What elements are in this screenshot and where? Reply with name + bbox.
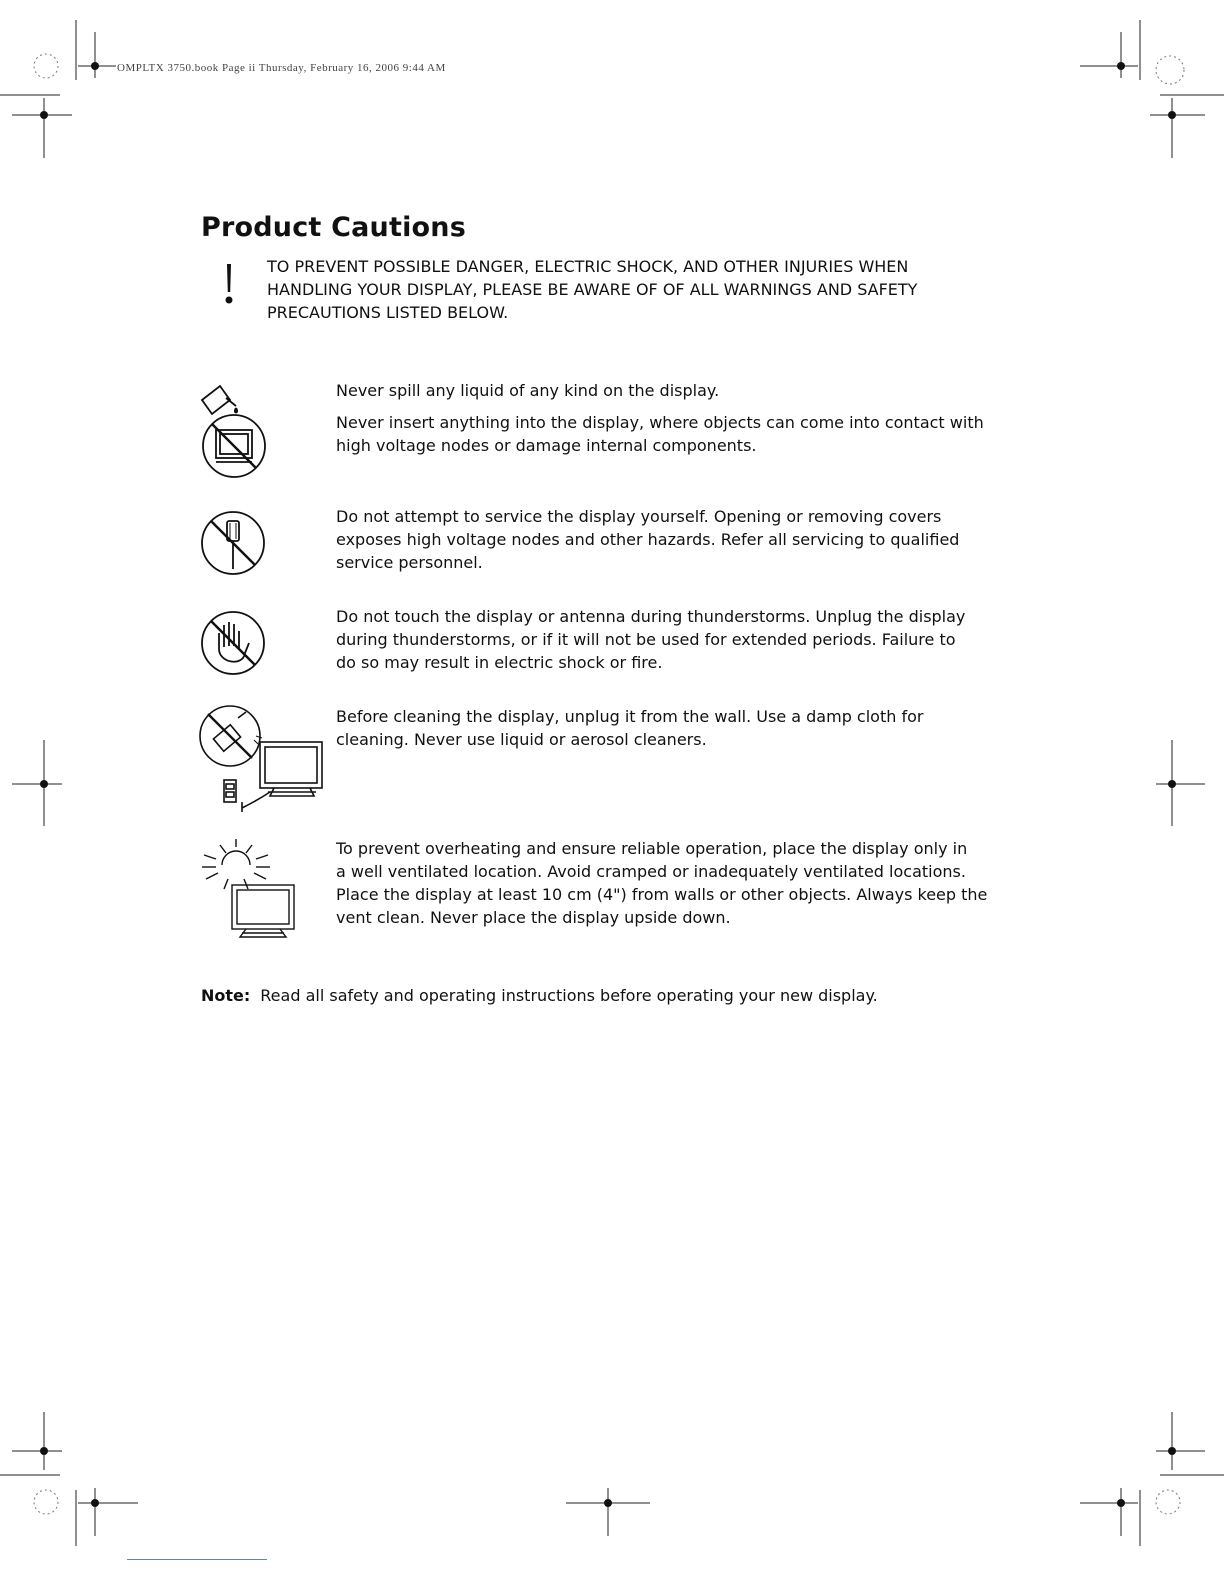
caution-text-2 <box>336 505 996 574</box>
note-text: Read all safety and operating instructions before operating your new display. <box>260 986 878 1005</box>
caution-text-5 <box>336 837 996 929</box>
caution-line: during thunderstorms, or if it will not be used for extended periods. Failure to <box>336 630 956 649</box>
caution-line: Place the display at least 10 cm (4") from walls or other objects. Always keep the <box>336 885 988 904</box>
intro-warning <box>267 255 1027 324</box>
intro-line: HANDLING YOUR DISPLAY, PLEASE BE AWARE OF OF ALL WARNINGS AND SAFETY <box>267 280 918 299</box>
heat-sun-display-icon <box>198 835 308 945</box>
caution-text-4 <box>336 705 996 751</box>
print-header: OMPLTX 3750.book Page ii Thursday, February 16, 2006 9:44 AM <box>117 62 446 74</box>
caution-line: Before cleaning the display, unplug it from the wall. Use a damp cloth for <box>336 707 924 726</box>
no-screwdriver-icon <box>199 509 269 579</box>
caution-line: service personnel. <box>336 553 483 572</box>
page-title: Product Cautions <box>201 212 466 243</box>
caution-text-1 <box>336 379 996 457</box>
caution-line: Never spill any liquid of any kind on the display. <box>336 381 720 400</box>
note <box>201 986 878 1005</box>
no-touch-hand-icon <box>199 609 269 679</box>
footer-rule <box>127 1559 267 1560</box>
intro-line: PRECAUTIONS LISTED BELOW. <box>267 303 509 322</box>
caution-line: Never insert anything into the display, where objects can come into contact with <box>336 413 984 432</box>
exclamation-icon <box>222 262 236 308</box>
caution-line: high voltage nodes or damage internal components. <box>336 436 757 455</box>
caution-text-3 <box>336 605 996 674</box>
caution-line: exposes high voltage nodes and other hazards. Refer all servicing to qualified <box>336 530 960 549</box>
caution-line: To prevent overheating and ensure reliable operation, place the display only in <box>336 839 968 858</box>
note-label: Note: <box>201 986 251 1005</box>
intro-line: TO PREVENT POSSIBLE DANGER, ELECTRIC SHOCK, AND OTHER INJURIES WHEN <box>267 257 909 276</box>
caution-line: Do not touch the display or antenna during thunderstorms. Unplug the display <box>336 607 966 626</box>
caution-line: do so may result in electric shock or fire. <box>336 653 663 672</box>
no-spray-unplug-display-icon <box>198 700 328 820</box>
caution-line: vent clean. Never place the display upside down. <box>336 908 731 927</box>
caution-line: Do not attempt to service the display yourself. Opening or removing covers <box>336 507 942 526</box>
caution-line: cleaning. Never use liquid or aerosol cleaners. <box>336 730 707 749</box>
no-liquid-on-display-icon <box>196 380 276 480</box>
caution-line: a well ventilated location. Avoid cramped or inadequately ventilated locations. <box>336 862 966 881</box>
